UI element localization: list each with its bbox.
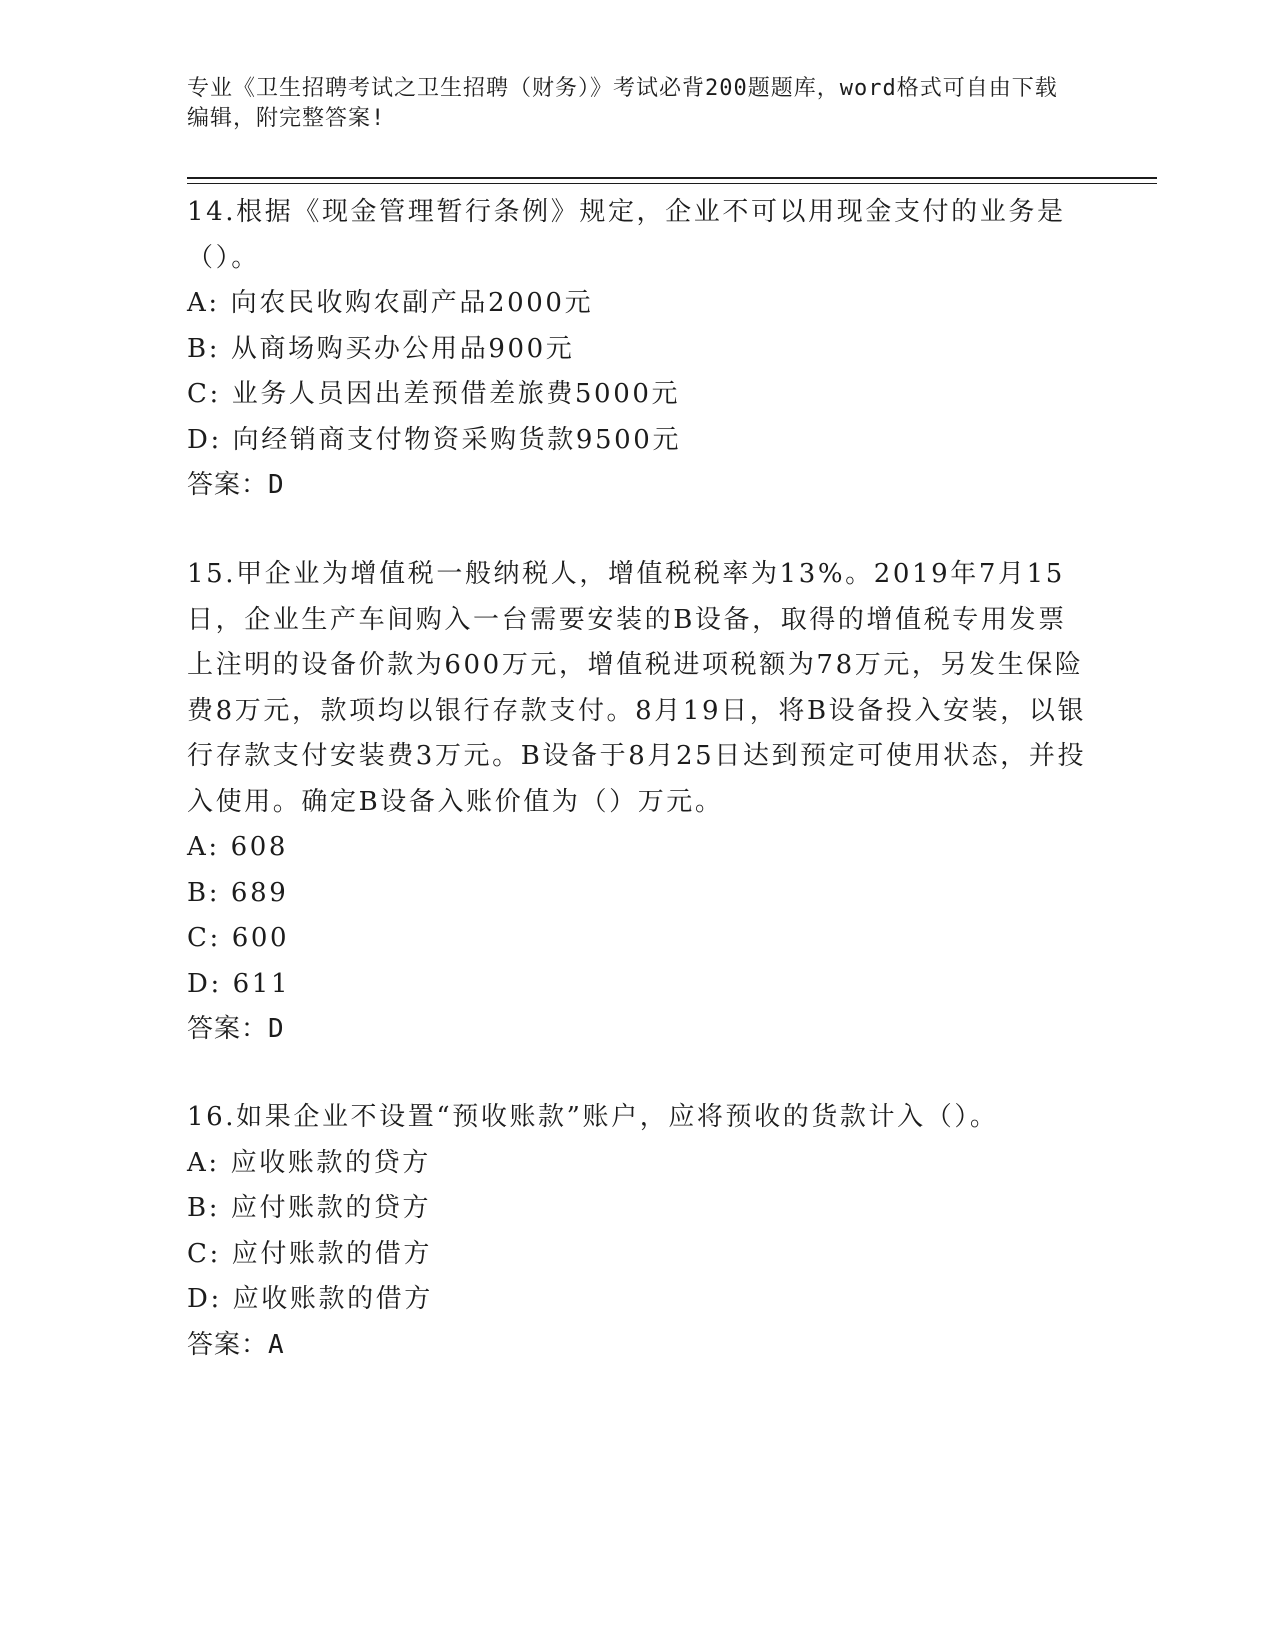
option-c: C: 600: [187, 923, 290, 953]
header-divider-thin: [187, 183, 1157, 184]
option-d: D: 611: [187, 968, 291, 999]
question-14: [187, 190, 1087, 507]
header-divider-thick: [187, 177, 1157, 179]
question-stem: 15.甲企业为增值税一般纳税人，增值税税率为13%。2019年7月15日，企业生产车间购入一台需要安装的B设备，取得的增值税专用发票上注明的设备价款为600万元，增值税进项税额为78万元，另发生保险费8万元，款项均以银行存款支付。8月19日，将B设备投入安装，以银行存款支付安装费3万元。B设备于8月25日达到预定可使用状态，并投入使用。确定B设备入账价值为（）万元。: [187, 559, 1087, 817]
option-a: A: 向农民收购农副产品2000元: [187, 288, 594, 318]
answer-line: 答案：D: [187, 1014, 285, 1044]
option-b: B: 应付账款的贷方: [187, 1193, 432, 1223]
option-a: A: 应收账款的贷方: [187, 1147, 431, 1178]
question-stem: 14.根据《现金管理暂行条例》规定，企业不可以用现金支付的业务是（）。: [187, 197, 1066, 273]
option-d: D: 向经销商支付物资采购货款9500元: [187, 424, 682, 455]
answer-line: 答案：D: [187, 470, 285, 500]
document-header: 专业《卫生招聘考试之卫生招聘（财务）》考试必背200题题库，word格式可自由下载编辑，附完整答案!: [187, 76, 1058, 131]
option-c: C: 业务人员因出差预借差旅费5000元: [187, 379, 681, 409]
question-16: [187, 1095, 1087, 1367]
option-d: D: 应收账款的借方: [187, 1284, 433, 1314]
option-b: B: 从商场购买办公用品900元: [187, 333, 575, 364]
option-c: C: 应付账款的借方: [187, 1238, 432, 1269]
option-b: B: 689: [187, 877, 289, 908]
option-a: A: 608: [187, 832, 289, 862]
question-stem: 16.如果企业不设置“预收账款”账户，应将预收的货款计入（）。: [187, 1102, 999, 1132]
question-15: [187, 552, 1087, 1051]
answer-line: 答案：A: [187, 1329, 285, 1360]
